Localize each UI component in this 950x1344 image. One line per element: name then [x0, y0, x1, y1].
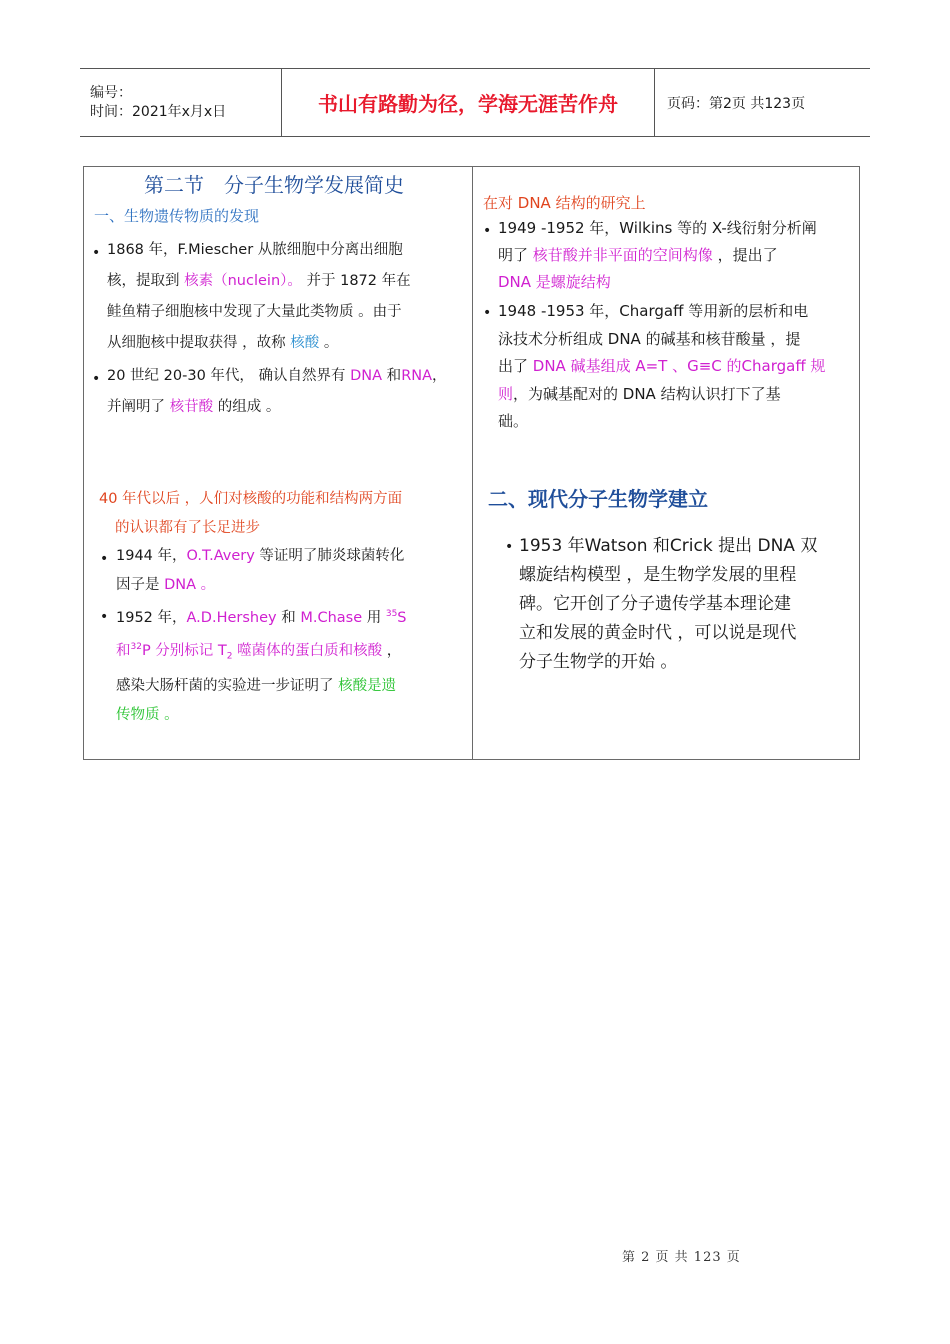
left-slide [84, 167, 473, 759]
number-label: 编号： [90, 84, 132, 101]
bullet-1953: 1953 年Watson 和Crick 提出 DNA 双 螺旋结构模型 ，是生物学发展的里程 碑。它开创了分子遗传学基本理论建 立和发展的黄金时代 ，可以说是现代 分子生物学的开始 。 [519, 536, 818, 672]
time-label: 时间：2021年x月x日 [90, 103, 227, 120]
slide-title: 第二节 分子生物学发展简史 [144, 173, 404, 197]
red-heading-dna-structure: 在对 DNA 结构的研究上 [483, 194, 646, 212]
bullet-dot: • [483, 223, 492, 239]
bullet-1949: 1949 -1952 年，Wilkins 等的 X-线衍射分析阐 明了 核苷酸并非平面的空间构像 ，提出了 DNA 是螺旋结构 [498, 219, 817, 291]
bullet-1952: 1952 年，A.D.Hershey 和 M.Chase 用 $^{35}$S 和$^{32}$P 分别标记 $T_2$ 噬菌体的蛋白质和核酸 ， 感染大肠杆菌的实验进一步证明了 核酸是遗 传物质 。 [116, 609, 407, 723]
right-slide [473, 167, 859, 759]
slide-panel [83, 166, 860, 760]
page-header [80, 68, 870, 137]
header-meta [80, 69, 282, 136]
bullet-dot: • [483, 305, 492, 321]
section-title: 二、现代分子生物学建立 [488, 487, 708, 511]
slide-subtitle: 一、生物遗传物质的发现 [94, 207, 260, 225]
bullet-dot: • [505, 539, 514, 555]
red-heading-40s: 40 年代以后 ，人们对核酸的功能和结构两方面 的认识都有了长足进步 [99, 491, 403, 536]
bullet-dot: • [92, 245, 101, 261]
bullet-20th-century: 20 世纪 20-30 年代， 确认自然界有 DNA 和RNA， 并阐明了 核苷酸 的组成 。 [107, 368, 447, 415]
bullet-1869: 1868 年，F.Miescher 从脓细胞中分离出细胞 核，提取到 核素（nuclein）。 并于 1872 年在 鲑鱼精子细胞核中发现了大量此类物质 。由于 从细胞核中提取获得 ，故称 核酸 。 [107, 242, 411, 351]
bullet-1948: 1948 -1953 年，Chargaff 等用新的层析和电 泳技术分析组成 DNA 的碱基和核苷酸量 ，提 出了 DNA 碱基组成 A=T 、G≡C 的Chargaff 规 则，为碱基配对的 DNA 结构认识打下了基 础。 [498, 302, 826, 430]
bullet-dot: • [100, 609, 109, 625]
header-page-label: 页码：第2页 共123页 [667, 95, 806, 112]
bullet-1944: 1944 年，O.T.Avery 等证明了肺炎球菌转化 因子是 DNA 。 [116, 548, 405, 593]
header-motto: 书山有路勤为径，学海无涯苦作舟 [282, 69, 655, 136]
page-footer: 第 2 页 共 123 页 [622, 1250, 741, 1265]
bullet-dot: • [92, 371, 101, 387]
bullet-dot: • [100, 551, 109, 567]
